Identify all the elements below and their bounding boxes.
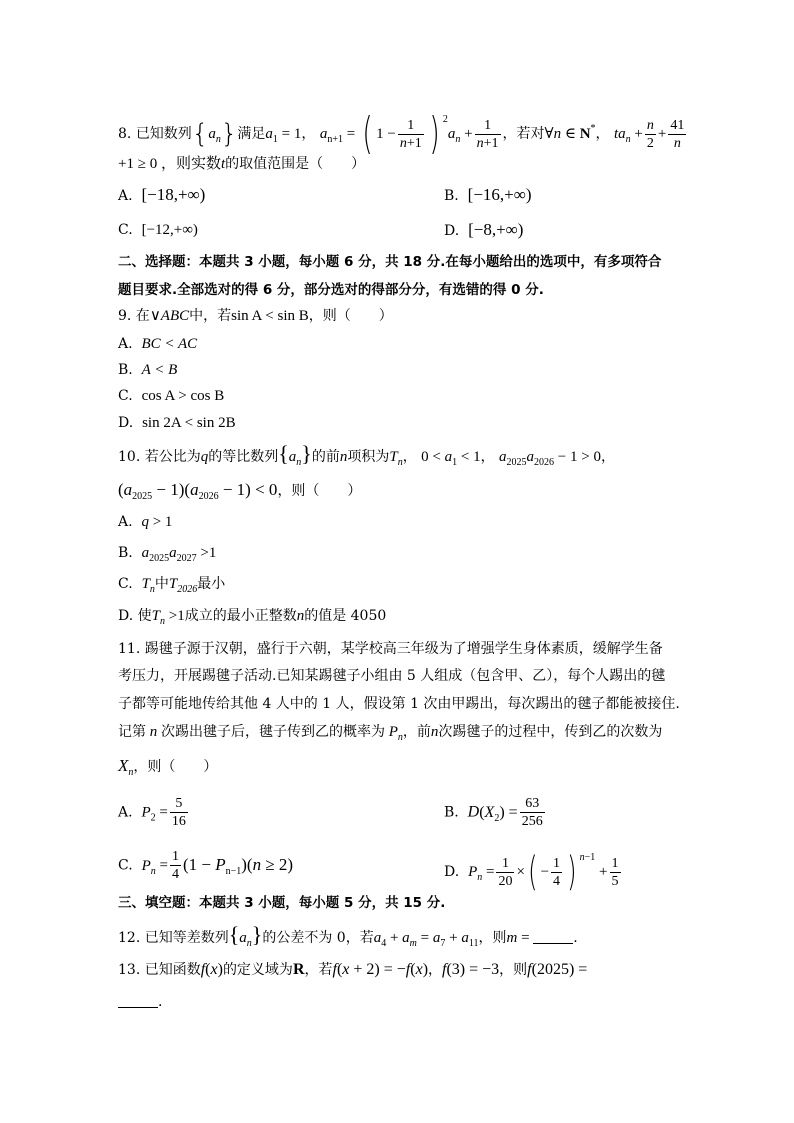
- q13-stem: 13. 已知函数f(x)的定义域为R，若f(x + 2) = −f(x)，f(3) = −3，则f(2025) =: [118, 961, 588, 978]
- q9-option-d[interactable]: [118, 413, 236, 433]
- q8-stem-line2: +1 ≥ 0 ，则实数t的取值范围是（ ）: [118, 156, 366, 172]
- q8-text: ，: [595, 126, 610, 142]
- q9-text: 9. 在: [118, 308, 150, 324]
- option-label: D.: [444, 864, 460, 880]
- section-2-header: 二、选择题：本题共 3 小题，每小题 6 分，共 18 分.在每小题给出的选项中，有多项符合: [118, 254, 662, 270]
- q10-text: 10. 若公比为: [118, 449, 201, 465]
- q12-text: .: [573, 930, 578, 946]
- option-label: B.: [118, 545, 133, 561]
- fraction-numerator: 1: [171, 849, 179, 864]
- q8-text: +1 ≥ 0 ，则实数: [118, 156, 221, 172]
- option-text: 使: [137, 608, 152, 624]
- q12-text: 的公差不为 0，若: [262, 930, 374, 946]
- option-text: BC < AC: [141, 336, 198, 352]
- q9-text: 中，若: [189, 308, 232, 324]
- question-number: 8.: [118, 126, 132, 142]
- section-3-header: 三、填空题：本题共 3 小题，每小题 5 分，共 15 分.: [118, 895, 446, 911]
- fraction-denominator: 20: [498, 873, 513, 889]
- fraction-denominator: 4: [553, 873, 561, 889]
- q11-text: 次踢毽子的过程中，传到乙的次数为: [438, 724, 663, 740]
- fraction-numerator: 63: [520, 795, 545, 813]
- option-text: 中: [154, 576, 169, 592]
- q10-option-b[interactable]: B. $a_{2025}a_{2027} >1$: [118, 545, 217, 564]
- q13-text: 的定义域为: [222, 962, 293, 978]
- q11-text: 次踢出毽子后，毽子传到乙的概率为: [161, 724, 385, 740]
- q9-text: ∨ABC: [149, 308, 190, 324]
- q8-option-a[interactable]: [118, 185, 205, 206]
- q10-text: ，则（ ）: [277, 483, 362, 499]
- option-text: 成立的最小正整数: [184, 608, 297, 624]
- q11-stem-line4: 记第 n 次踢出毽子后，毽子传到乙的概率为 $P_n$，前n次踢毽子的过程中，传到乙的次数为: [118, 724, 663, 743]
- q8-stem-line1: 8. 已知数列$\{a_n\}$满足$a_1 = 1$， $a_{n+1}$ = ( 1 − $\frac{1}{n+1}$ ) $^2a_n$ + $\frac{1}{n+1}$ ，若对∀n ∈ N*， $ta_n$ + $\frac{n}{2}$ + $\frac{41}{n}$: [118, 108, 685, 159]
- option-text: 最小: [197, 576, 226, 592]
- q13-answer-line: [118, 992, 162, 1012]
- option-text: 的值是 4050: [304, 608, 387, 624]
- q12-stem: 12. 已知等差数列$\{a_n\}$的公差不为 0，若$a_4 + a_m = a_7 + a_{11}$，则m = .: [118, 922, 578, 949]
- option-label: C.: [118, 857, 133, 874]
- option-label: B.: [444, 804, 459, 821]
- q9-option-b[interactable]: [118, 360, 177, 380]
- q10-option-d[interactable]: D. 使$T_n >1$成立的最小正整数n的值是 4050: [118, 608, 387, 627]
- q8-option-b[interactable]: [444, 185, 532, 206]
- option-label: A.: [118, 188, 133, 204]
- fraction-numerator: 1: [553, 855, 561, 871]
- answer-blank[interactable]: [533, 929, 573, 944]
- q10-text: ，: [480, 449, 495, 465]
- q11-stem-line1: 11. 踢毽子源于汉朝，盛行于六朝，某学校高三年级为了增强学生身体素质，缓解学生备: [118, 641, 663, 657]
- fraction-denominator: 256: [521, 814, 543, 829]
- option-label: C.: [118, 222, 133, 238]
- q10-text: 的等比数列: [208, 449, 279, 465]
- q8-text: ，若对: [502, 126, 545, 142]
- q10-text: 项积为: [347, 449, 390, 465]
- q13-text: ，则: [499, 962, 528, 978]
- option-text: [−18,+∞): [141, 185, 206, 204]
- q11-text: ，则（ ）: [133, 759, 218, 775]
- q13-text: 13. 已知函数: [118, 962, 201, 978]
- q12-text: ，则: [478, 930, 507, 946]
- q10-text: ，: [402, 449, 417, 465]
- q9-text: ，则（ ）: [308, 308, 393, 324]
- q11-text: ，前: [402, 724, 431, 740]
- q11-stem-line3: 子都等可能地传给其他 4 人中的 1 人，假设第 1 次由甲踢出，每次踢出的毽子都能被接住.: [118, 696, 680, 712]
- option-text: A < B: [141, 362, 178, 378]
- q8-text: 的取值范围是（ ）: [225, 156, 366, 172]
- option-text: [−12,+∞): [141, 222, 198, 238]
- fraction-numerator: 1: [611, 855, 619, 871]
- option-text: [−8,+∞): [468, 220, 524, 239]
- q13-text: ，: [428, 962, 443, 978]
- q9-text: sin A < sin B: [231, 308, 309, 324]
- q11-option-b[interactable]: B. $D(X_2)$ = $\frac{63}{256}$: [444, 796, 543, 829]
- q10-text: 的前: [311, 449, 340, 465]
- fraction-numerator: 1: [496, 855, 514, 873]
- fraction-numerator: 5: [170, 795, 188, 813]
- option-label: A.: [118, 804, 133, 821]
- option-text: cos A > cos B: [141, 388, 225, 404]
- q10-stem-line1: 10. 若公比为q的等比数列$\{a_n\}$的前n项积为$T_n$， $0 < a_1 < 1$， $a_{2025}a_{2026} - 1 > 0$，: [118, 441, 615, 468]
- fraction-denominator: 16: [171, 814, 186, 829]
- q9-stem: [118, 306, 393, 326]
- answer-blank[interactable]: [118, 993, 158, 1008]
- q10-text: ，: [600, 449, 615, 465]
- option-label: A.: [118, 514, 133, 530]
- q11-stem-line2: 考压力，开展踢毽子活动.已知某踢毽子小组由 5 人组成（包含甲、乙），每个人踢出的毽: [118, 668, 666, 684]
- option-label: A.: [118, 336, 133, 352]
- option-text: sin 2A < sin 2B: [142, 415, 236, 431]
- q11-text: 记第: [118, 724, 146, 740]
- q9-option-c[interactable]: [118, 386, 224, 406]
- q11-stem-line5: $X_n$，则（ ）: [118, 756, 218, 778]
- q11-option-c[interactable]: C. $P_n$ = $\frac{1}{4}$ $(1 - P_{n-1})(n \ge 2)$: [118, 849, 294, 882]
- section-2-header-cont: 题目要求.全部选对的得 6 分，部分选对的得部分分，有选错的得 0 分.: [118, 282, 544, 298]
- q13-text: ，若: [304, 962, 333, 978]
- option-label: D.: [444, 223, 460, 239]
- fraction-denominator: 5: [611, 873, 619, 889]
- q13-text: .: [158, 994, 163, 1010]
- option-label: C.: [118, 576, 133, 592]
- option-label: B.: [118, 362, 133, 378]
- q8-text: 满足: [237, 126, 266, 142]
- option-label: D.: [118, 415, 134, 431]
- option-label: D.: [118, 608, 134, 624]
- q8-option-c[interactable]: [118, 220, 198, 240]
- option-label: B.: [444, 188, 459, 204]
- q9-option-a[interactable]: [118, 334, 197, 354]
- option-text: [−16,+∞): [467, 185, 532, 204]
- q11-option-d[interactable]: D. $P_n$ = $\frac{1}{20}$ ×( − $\frac{1}{4}$ ) $^{n-1}$ + $\frac{1}{5}$: [444, 849, 619, 895]
- q10-option-a[interactable]: A. q > 1: [118, 514, 173, 530]
- q12-text: 12. 已知等差数列: [118, 930, 229, 946]
- q10-option-c[interactable]: C. $T_n$中$T_{2026}$最小: [118, 576, 226, 595]
- q8-option-d[interactable]: [444, 220, 523, 241]
- q11-option-a[interactable]: A. $P_2$ = $\frac{5}{16}$: [118, 796, 186, 829]
- q8-text: 已知数列: [135, 126, 192, 142]
- option-label: C.: [118, 388, 133, 404]
- fraction-denominator: 4: [171, 867, 179, 882]
- q10-stem-line2: $(a_{2025} - 1)(a_{2026} - 1) < 0$，则（ ）: [118, 480, 362, 502]
